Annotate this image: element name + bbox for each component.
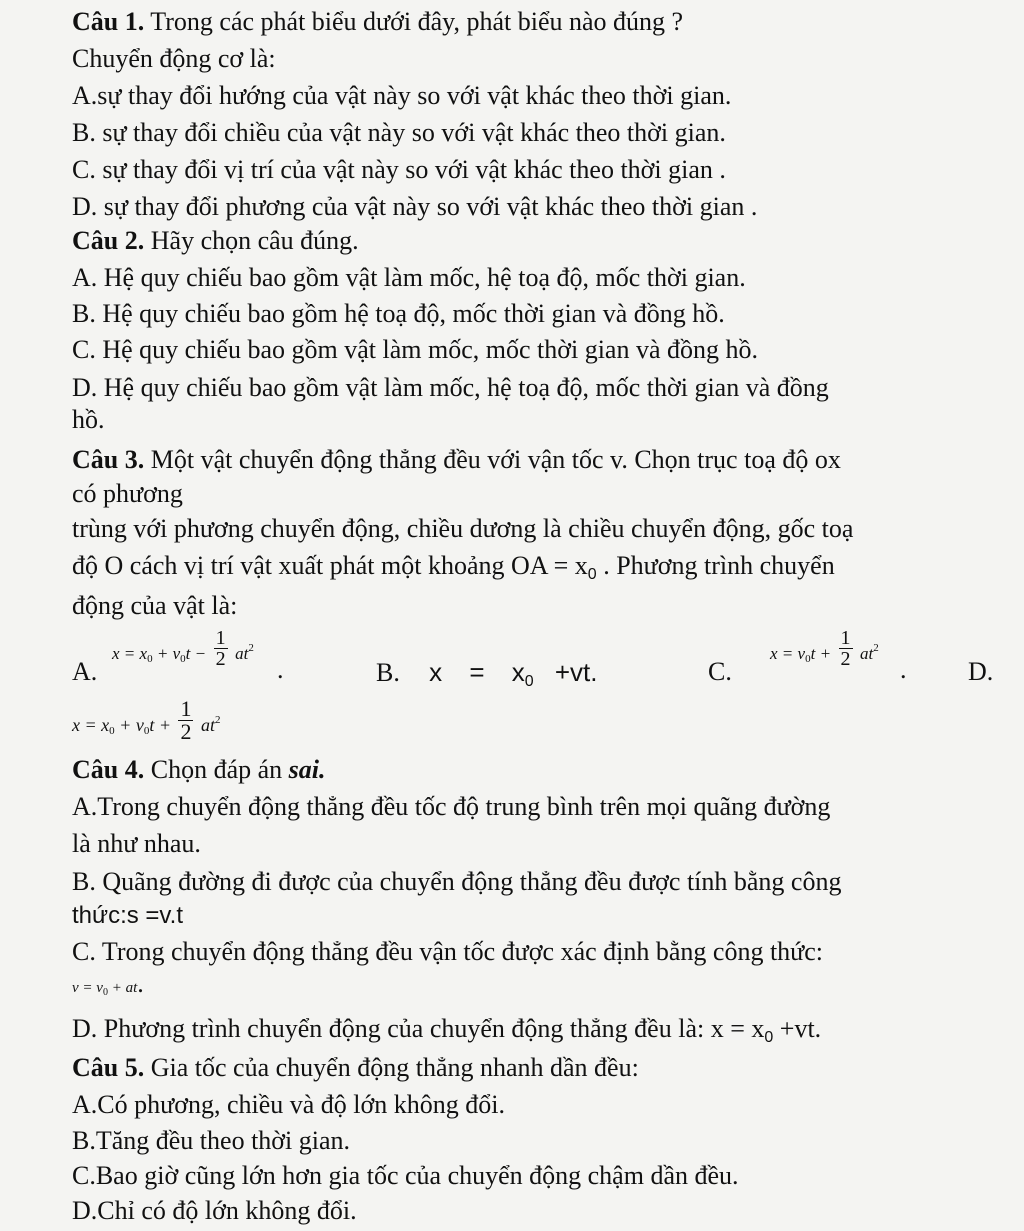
q4-option-b: B. Quãng đường đi được của chuyển động thẳng đều được tính bằng công: [72, 867, 842, 896]
q2-option-d-cont: hồ.: [72, 405, 105, 434]
q4-option-a: A.Trong chuyển động thẳng đều tốc độ trung bình trên mọi quãng đường: [72, 792, 831, 821]
q3-option-c-dot: .: [900, 655, 907, 684]
q4-title: Câu 4.: [72, 755, 145, 784]
q5-option-c: C.Bao giờ cũng lớn hơn gia tốc của chuyển động chậm dần đều.: [72, 1161, 739, 1190]
fraction-half: $\frac{1}{2}$: [180, 696, 192, 744]
q3-line3: trùng với phương chuyển động, chiều dương là chiều chuyển động, gốc toạ: [72, 514, 854, 543]
q5-title: Câu 5.: [72, 1053, 145, 1082]
q2-option-a: A. Hệ quy chiếu bao gồm vật làm mốc, hệ toạ độ, mốc thời gian.: [72, 263, 746, 292]
q2-option-c: C. Hệ quy chiếu bao gồm vật làm mốc, mốc thời gian và đồng hồ.: [72, 335, 759, 364]
q1-title: Câu 1.: [72, 7, 145, 36]
q5-option-b: B.Tăng đều theo thời gian.: [72, 1126, 351, 1155]
q4-option-d: D. Phương trình chuyển động của chuyển động thẳng đều là: x = x0 +vt.: [72, 1014, 822, 1046]
q3-option-a-formula: x = x0 + v0t − $\frac{1}{2}$ $at^2$: [112, 627, 254, 670]
q3-option-b: B. x = x0 +vt.: [376, 657, 598, 690]
q2-option-b: B. Hệ quy chiếu bao gồm hệ toạ độ, mốc thời gian và đồng hồ.: [72, 299, 725, 328]
q3-option-c-formula: x = v0t + $\frac{1}{2}$ $at^2$: [770, 627, 879, 670]
q5-prompt: Gia tốc của chuyển động thẳng nhanh dần đều:: [150, 1053, 639, 1082]
q1-stem: Chuyển động cơ là:: [72, 44, 276, 73]
q3-line4: độ O cách vị trí vật xuất phát một khoảng OA = x0 . Phương trình chuyển: [72, 551, 835, 583]
q3-option-d-label: D.: [968, 657, 994, 686]
q4-heading: [72, 754, 326, 786]
q2-option-d: D. Hệ quy chiếu bao gồm vật làm mốc, hệ toạ độ, mốc thời gian và đồng: [72, 373, 829, 402]
q1-heading: [72, 6, 683, 38]
fraction-half: $\frac{1}{2}$: [215, 627, 226, 670]
q3-line1: Một vật chuyển động thẳng đều với vận tốc v. Chọn trục toạ độ ox: [150, 445, 841, 474]
q3-title: Câu 3.: [72, 445, 145, 474]
q1-option-a: A.sự thay đổi hướng của vật này so với vật khác theo thời gian.: [72, 81, 732, 110]
q4-option-b-cont: thức:s =v.t: [72, 902, 183, 929]
q3-heading: [72, 444, 841, 476]
q3-option-a-dot: .: [277, 655, 284, 684]
q5-option-a: A.Có phương, chiều và độ lớn không đổi.: [72, 1090, 505, 1119]
q3-line2: có phương: [72, 479, 183, 508]
q4-option-c-formula: $v = v_0$ + at.: [72, 969, 144, 998]
fraction-half: $\frac{1}{2}$: [840, 627, 851, 670]
q5-heading: [72, 1052, 639, 1084]
q1-option-b: B. sự thay đổi chiều của vật này so với vật khác theo thời gian.: [72, 118, 726, 147]
q2-title: Câu 2.: [72, 226, 145, 255]
q2-prompt: Hãy chọn câu đúng.: [150, 226, 359, 255]
q5-option-d: D.Chỉ có độ lớn không đổi.: [72, 1196, 357, 1225]
q4-option-a-cont: là như nhau.: [72, 829, 201, 858]
q3-option-d-formula: x = x0 + v0t + $\frac{1}{2}$ $at^2$: [72, 696, 221, 744]
q1-option-d: D. sự thay đổi phương của vật này so với vật khác theo thời gian .: [72, 192, 758, 221]
q3-option-a-label: A.: [72, 657, 98, 686]
q3-option-c-label: C.: [708, 657, 732, 686]
q1-prompt: Trong các phát biểu dưới đây, phát biểu nào đúng ?: [150, 7, 684, 36]
q1-option-c: C. sự thay đổi vị trí của vật này so với vật khác theo thời gian .: [72, 155, 726, 184]
q2-heading: [72, 225, 359, 257]
q3-line5: động của vật là:: [72, 591, 238, 620]
q4-prompt-emphasis: sai.: [288, 755, 326, 784]
q4-option-c: C. Trong chuyển động thẳng đều vận tốc được xác định bằng công thức:: [72, 937, 824, 966]
q4-prompt: Chọn đáp án: [150, 755, 283, 784]
